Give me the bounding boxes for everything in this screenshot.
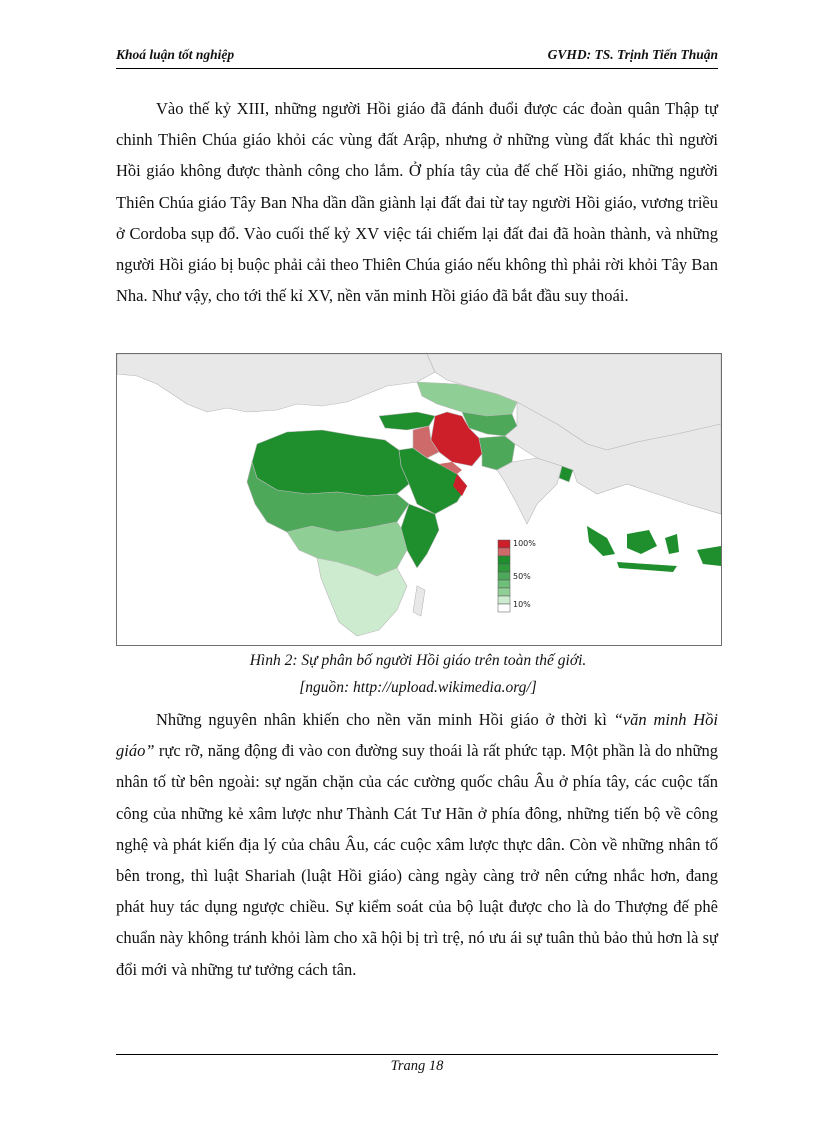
legend-label-50: 50% [513,572,531,581]
paragraph-2-part2: rực rỡ, năng động đi vào con đường suy thoái là rất phức tạp. Một phần là do những nhân tố từ bên ngoài: sự ngăn chặn của các cường quốc châu Âu ở phía tây, các cuộc tấn công của những kẻ xâm lược như Thành Cát Tư Hãn ở phía đông, những tiến bộ về công nghệ và phát kiến địa lý của châu Âu, các cuộc xâm lược thực dân. Còn về những nhân tố bên trong, thì luật Shariah (luật Hồi giáo) càng ngày càng trở nên cứng nhắc hơn, đang phát huy tác dụng ngược chiều. Sự kiểm soát của bộ luật được cho là do Thượng đế phê chuẩn này không tránh khỏi làm cho xã hội bị trì trệ, nó ưu ái sự tuân thủ bảo thủ hơn là sự đổi mới và những tư tưởng cách tân. [116,741,718,979]
legend-swatch-6 [498,580,510,588]
legend-swatch-9 [498,604,510,612]
paragraph-1-text: Vào thế kỷ XIII, những người Hồi giáo đã đánh đuổi được các đoàn quân Thập tự chinh Thiên Chúa giáo khỏi các vùng đất Arập, nhưng ở những vùng đất khác thì người Hồi giáo không được thành công cho lắm. Ở phía tây của đế chế Hồi giáo, những người Thiên Chúa giáo Tây Ban Nha dần dần giành lại đất đai từ tay người Hồi giáo, vương triều ở Cordoba sụp đổ. Vào cuối thế kỷ XV việc tái chiếm lại đất đai đã hoàn thành, và những người Hồi giáo bị buộc phải cải theo Thiên Chúa giáo nếu không thì phải rời khỏi Tây Ban Nha. Như vậy, cho tới thế kỉ XV, nền văn minh Hồi giáo đã bắt đầu suy thoái. [116,99,718,306]
legend-label-10: 10% [513,600,531,609]
legend-swatch-7 [498,588,510,596]
legend-swatch-8 [498,596,510,604]
muslim-distribution-map [116,353,722,646]
world-map-svg [117,354,721,645]
paragraph-decline-history [116,93,718,311]
legend-swatch-3 [498,556,510,564]
legend-swatch-2 [498,548,510,556]
paragraph-2-part1: Những nguyên nhân khiến cho nền văn minh Hồi giáo ở thời kì [156,710,614,729]
figure-source: [nguồn: http://upload.wikimedia.org/] [299,679,537,696]
legend-label-100: 100% [513,539,536,548]
paragraph-decline-causes [116,704,718,985]
header-advisor: GVHD: TS. Trịnh Tiến Thuận [547,47,718,62]
legend-swatch-5 [498,572,510,580]
footer-rule [116,1054,718,1055]
page-number: Trang 18 [390,1058,444,1074]
header-thesis-title: Khoá luận tốt nghiệp [116,47,235,62]
paragraph-2-quote: “văn minh Hồi giáo” [116,710,719,761]
figure-caption: Hình 2: Sự phân bố người Hồi giáo trên toàn thế giới. [249,652,587,669]
page-header [116,44,718,69]
legend-swatch-1 [498,540,510,548]
legend-swatch-4 [498,564,510,572]
